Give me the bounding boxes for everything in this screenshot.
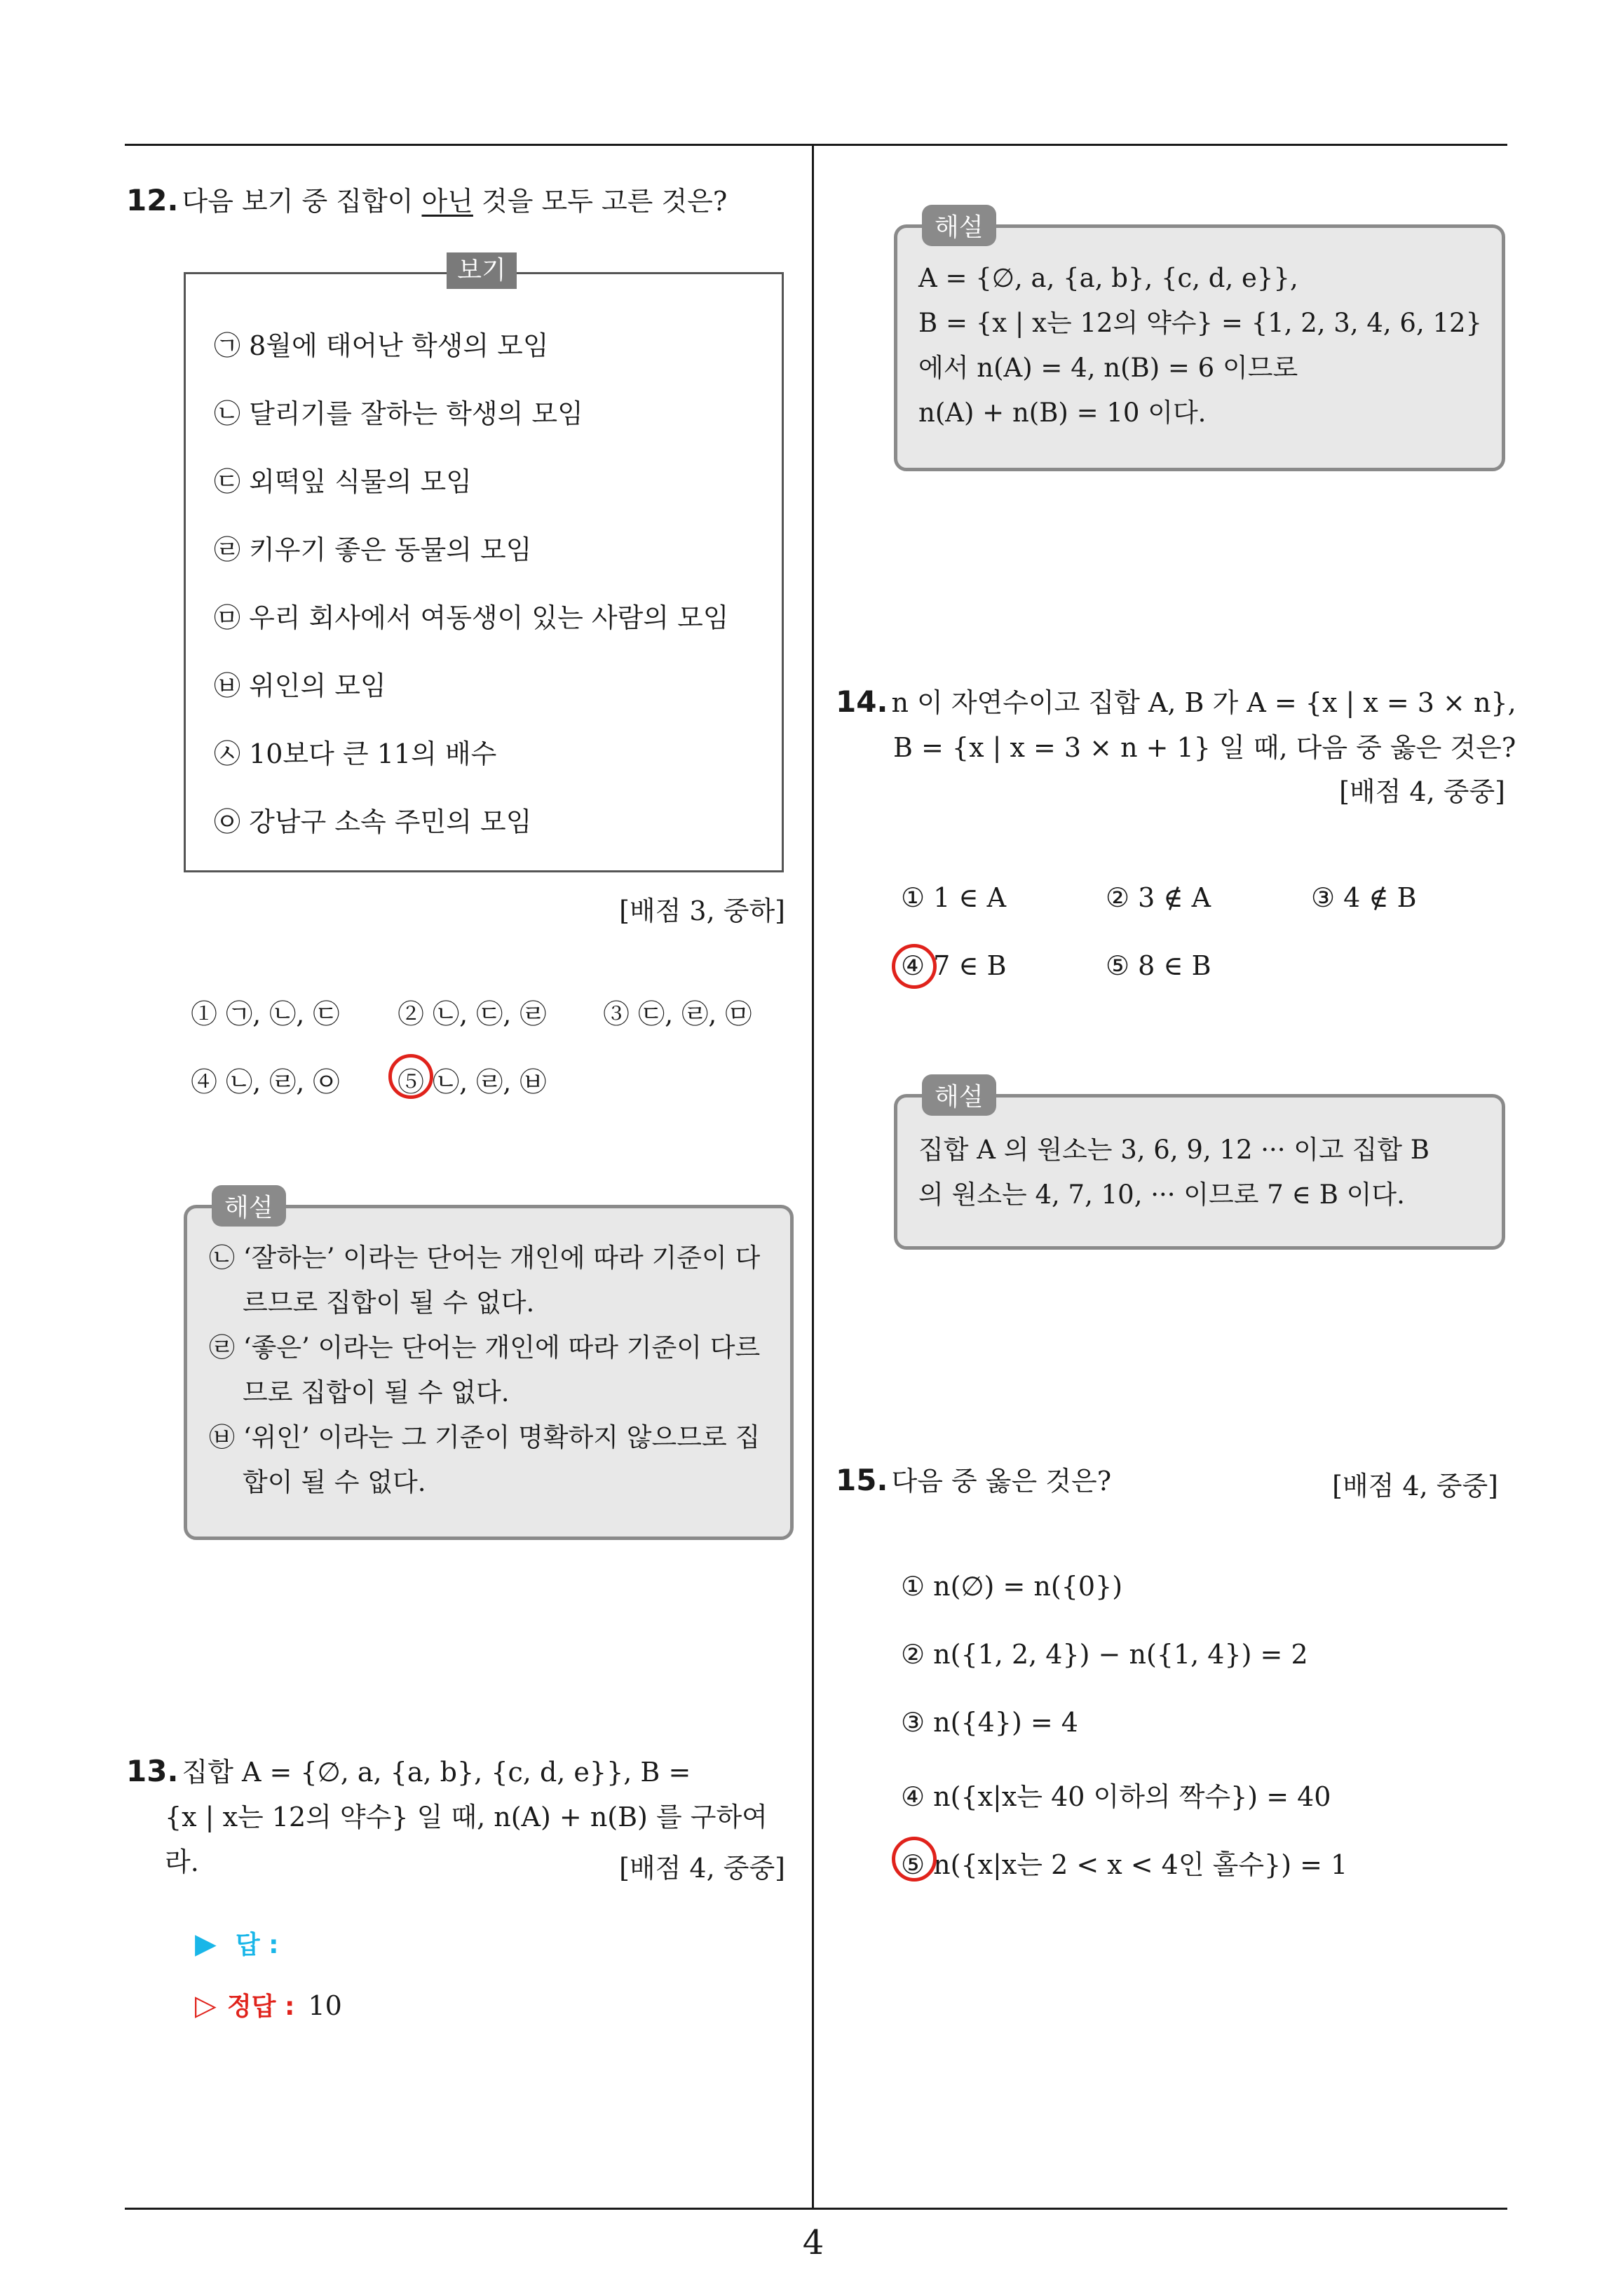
solution-line: n(A) + n(B) = 10 이다. [918,398,1207,428]
solution-line: 므로 집합이 될 수 없다. [243,1377,510,1407]
bogi-title: 보기 [447,252,517,289]
question-14 [836,680,1516,809]
play-arrow-icon: ▶ [195,1928,217,1960]
option-1[interactable]: ① 1 ∈ A [901,882,1007,913]
option-3[interactable]: ③ 4 ∉ B [1311,882,1417,913]
answer-circle-mark [892,1837,937,1882]
question-line: B = {x | x = 3 × n + 1} 일 때, 다음 중 옳은 것은? [893,732,1516,763]
question-number: 15. [836,1463,888,1497]
bottom-rule [125,2208,1507,2210]
score-label: [배점 4, 중중] [1339,776,1505,807]
score-label: [배점 4, 중중] [619,1853,785,1884]
option-4[interactable]: ④ 7 ∈ B [901,950,1007,981]
option-4[interactable]: ④ n({x|x는 40 이하의 짝수}) = 40 [901,1781,1331,1812]
option-1[interactable]: ① ㉠, ㉡, ㉢ [191,999,340,1029]
question-13 [126,1750,799,1884]
option-4[interactable]: ④ ㉡, ㉣, ㉧ [191,1067,340,1098]
bogi-item: ㉢ 외떡잎 식물의 모임 [214,466,472,497]
solution-line: 집합 A 의 원소는 3, 6, 9, 12 ··· 이고 집합 B [918,1135,1430,1165]
bogi-list [214,312,775,856]
solution-line: ㉡ ‘잘하는’ 이라는 단어는 개인에 따라 기준이 다 [209,1243,761,1273]
solution-line: 르므로 집합이 될 수 없다. [243,1288,535,1318]
solution-line: 의 원소는 4, 7, 10, ··· 이므로 7 ∈ B 이다. [918,1180,1405,1210]
correct-value: 10 [308,1990,342,2021]
solution-line: A = {∅, a, {a, b}, {c, d, e}}, [918,263,1298,293]
question-line: 라. [165,1846,199,1877]
solution-text [918,1128,1493,1217]
score-label: [배점 3, 중하] [619,896,785,926]
page-number: 4 [802,2223,824,2262]
question-number: 13. [126,1754,179,1788]
question-text: 다음 보기 중 집합이 아닌 것을 모두 고른 것은? [182,186,728,217]
question-line: n 이 자연수이고 집합 A, B 가 A = {x | x = 3 × n}, [891,687,1516,718]
correct-label: 정답 : [226,1992,295,2021]
option-2[interactable]: ② 3 ∉ A [1106,882,1211,913]
column-divider [812,144,814,2209]
solution-line: 합이 될 수 없다. [243,1467,426,1497]
solution-title: 해설 [212,1185,286,1227]
answer-circle-mark [892,944,937,989]
bogi-item: ㉥ 위인의 모임 [214,670,386,701]
option-5[interactable]: ⑤ ㉡, ㉣, ㉥ [398,1067,547,1098]
bogi-item: ㉤ 우리 회사에서 여동생이 있는 사람의 모임 [214,602,729,633]
option-3[interactable]: ③ n({4}) = 4 [901,1707,1078,1738]
solution-line: ㉣ ‘좋은’ 이라는 단어는 개인에 따라 기준이 다르 [209,1332,761,1363]
answer-circle-mark [388,1054,433,1099]
question-line: 집합 A = {∅, a, {a, b}, {c, d, e}}, B = [182,1757,691,1788]
solution-line: B = {x | x는 12의 약수} = {1, 2, 3, 4, 6, 12} [918,308,1483,338]
bogi-item: ㉦ 10보다 큰 11의 배수 [214,738,497,769]
bogi-item: ㉠ 8월에 태어난 학생의 모임 [214,330,549,361]
underlined-word: 아닌 [421,186,473,217]
solution-text [209,1236,784,1505]
question-number: 14. [836,684,888,719]
question-text: 다음 중 옳은 것은? [891,1466,1112,1497]
question-number: 12. [126,183,179,217]
solution-line: 에서 n(A) = 4, n(B) = 6 이므로 [918,353,1298,383]
question-15 [836,1459,1505,1504]
solution-line: ㉥ ‘위인’ 이라는 그 기준이 명확하지 않으므로 집 [209,1422,761,1452]
question-12 [126,179,799,224]
solution-title: 해설 [922,205,996,246]
top-rule [125,144,1507,146]
option-3[interactable]: ③ ㉢, ㉣, ㉤ [603,999,752,1029]
solution-text [918,256,1493,435]
option-5[interactable]: ⑤ 8 ∈ B [1106,950,1211,981]
answer-label: 답 : [235,1931,279,1959]
hollow-arrow-icon: ▷ [195,1990,217,2022]
bogi-item: ㉣ 키우기 좋은 동물의 모임 [214,534,532,565]
solution-title: 해설 [922,1074,996,1116]
option-5[interactable]: ⑤ n({x|x는 2 < x < 4인 홀수}) = 1 [901,1849,1348,1880]
correct-answer-row [195,1987,342,2022]
option-2[interactable]: ② n({1, 2, 4}) − n({1, 4}) = 2 [901,1639,1308,1670]
question-line: {x | x는 12의 약수} 일 때, n(A) + n(B) 를 구하여 [165,1802,768,1832]
score-label: [배점 4, 중중] [1332,1471,1498,1501]
answer-row [195,1925,279,1961]
bogi-item: ㉡ 달리기를 잘하는 학생의 모임 [214,398,583,429]
bogi-item: ㉧ 강남구 소속 주민의 모임 [214,806,532,837]
option-2[interactable]: ② ㉡, ㉢, ㉣ [398,999,547,1029]
option-1[interactable]: ① n(∅) = n({0}) [901,1571,1123,1602]
